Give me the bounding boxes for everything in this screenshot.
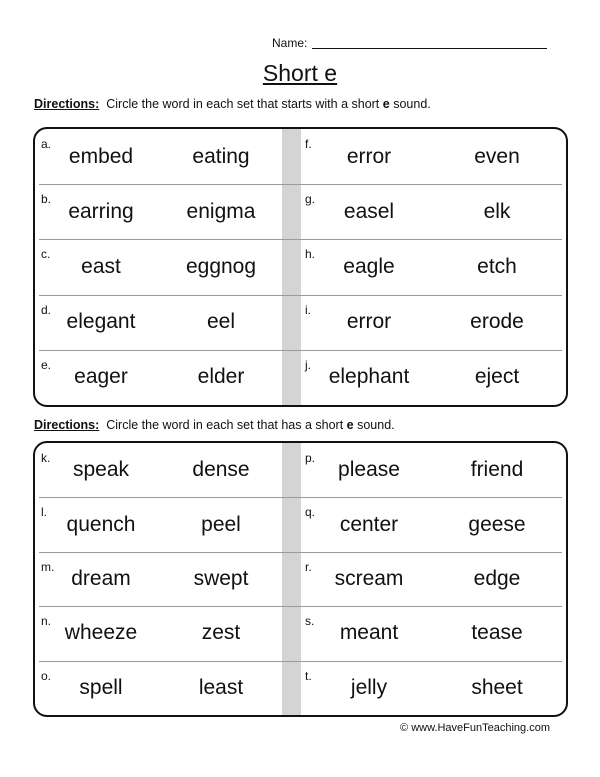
- word-row: [35, 184, 566, 239]
- word-set: [35, 661, 282, 715]
- word-option[interactable]: eagle: [343, 255, 395, 278]
- directions-end: sound.: [357, 418, 395, 432]
- word-option[interactable]: eject: [474, 365, 520, 389]
- word-row: [35, 606, 566, 660]
- item-letter: d.: [41, 302, 52, 317]
- item-letter: c.: [41, 247, 51, 262]
- item-letter: q.: [305, 505, 316, 520]
- word-option[interactable]: elk: [483, 199, 511, 223]
- item-letter: k.: [41, 451, 51, 465]
- word-option[interactable]: speak: [72, 458, 130, 482]
- item-letter: a.: [41, 137, 52, 151]
- word-set: [301, 661, 566, 715]
- item-letter: j.: [305, 357, 311, 372]
- word-option[interactable]: meant: [339, 621, 399, 645]
- word-set: [35, 497, 282, 551]
- word-option[interactable]: friend: [470, 458, 524, 482]
- item-letter: m.: [41, 559, 55, 574]
- word-set: [301, 350, 566, 405]
- word-option[interactable]: please: [338, 458, 400, 482]
- word-option[interactable]: wheeze: [64, 621, 138, 645]
- word-row: [35, 239, 566, 294]
- word-option[interactable]: eager: [74, 365, 128, 389]
- word-option[interactable]: eating: [192, 144, 250, 168]
- word-set: [35, 239, 282, 294]
- word-row: [35, 497, 566, 551]
- word-option[interactable]: eel: [206, 310, 236, 334]
- word-option[interactable]: error: [346, 310, 392, 334]
- word-set: [301, 239, 566, 294]
- word-option[interactable]: swept: [193, 567, 249, 591]
- name-blank-line[interactable]: [312, 48, 547, 49]
- word-set: [301, 552, 566, 606]
- word-set: [35, 184, 282, 239]
- word-option[interactable]: peel: [201, 512, 241, 536]
- word-option[interactable]: erode: [470, 310, 524, 334]
- item-letter: l.: [41, 505, 47, 520]
- directions-label: Directions:: [34, 97, 100, 111]
- word-option[interactable]: east: [81, 255, 121, 278]
- word-row: [35, 661, 566, 715]
- word-row: [35, 552, 566, 606]
- word-panel-2: [33, 441, 568, 717]
- word-row: [35, 129, 566, 184]
- word-option[interactable]: etch: [477, 255, 517, 278]
- word-rows-2: [35, 443, 566, 715]
- word-option[interactable]: earring: [68, 199, 134, 223]
- word-option[interactable]: error: [346, 144, 392, 168]
- item-letter: t.: [305, 668, 312, 683]
- directions-text: Circle the word in each set that starts with a short: [106, 97, 380, 111]
- item-letter: p.: [305, 451, 316, 465]
- directions-section-2: [34, 418, 395, 432]
- page-title: Short e: [262, 60, 338, 86]
- word-set: [35, 295, 282, 350]
- word-row: [35, 350, 566, 405]
- item-letter: f.: [305, 137, 312, 151]
- word-option[interactable]: tease: [471, 621, 523, 645]
- word-row: [35, 295, 566, 350]
- word-option[interactable]: scream: [334, 567, 404, 591]
- directions-end: sound.: [393, 97, 431, 111]
- word-set: [301, 497, 566, 551]
- word-option[interactable]: elder: [197, 365, 245, 389]
- word-option[interactable]: eggnog: [185, 255, 257, 278]
- word-set: [301, 129, 566, 184]
- directions-label: Directions:: [34, 418, 100, 432]
- name-label: Name:: [272, 36, 308, 50]
- item-letter: o.: [41, 668, 52, 683]
- word-set: [35, 443, 282, 497]
- word-option[interactable]: dream: [71, 567, 131, 591]
- word-set: [35, 350, 282, 405]
- item-letter: e.: [41, 357, 52, 372]
- name-field[interactable]: [272, 36, 307, 50]
- item-letter: r.: [305, 559, 312, 574]
- item-letter: i.: [305, 302, 311, 317]
- word-set: [301, 295, 566, 350]
- word-set: [301, 443, 566, 497]
- word-option[interactable]: geese: [468, 512, 526, 536]
- word-option[interactable]: edge: [473, 567, 521, 591]
- word-option[interactable]: elephant: [328, 365, 410, 389]
- word-option[interactable]: zest: [201, 621, 241, 645]
- item-letter: n.: [41, 614, 52, 629]
- item-letter: b.: [41, 192, 52, 207]
- word-set: [35, 606, 282, 660]
- word-option[interactable]: elegant: [66, 310, 136, 334]
- word-rows-1: [35, 129, 566, 405]
- word-option[interactable]: jelly: [350, 675, 388, 699]
- directions-bold-letter: e: [346, 418, 354, 432]
- word-option[interactable]: quench: [66, 512, 136, 536]
- word-set: [301, 184, 566, 239]
- item-letter: g.: [305, 192, 316, 207]
- word-set: [35, 552, 282, 606]
- directions-text: Circle the word in each set that has a short: [106, 418, 344, 432]
- word-panel-1: [33, 127, 568, 407]
- word-option[interactable]: enigma: [186, 199, 256, 223]
- word-option[interactable]: easel: [343, 199, 395, 223]
- directions-section-1: [34, 97, 431, 111]
- word-option[interactable]: least: [198, 675, 244, 699]
- word-row: [35, 443, 566, 497]
- word-set: [301, 606, 566, 660]
- word-option[interactable]: spell: [79, 675, 123, 699]
- directions-bold-letter: e: [382, 97, 390, 111]
- item-letter: h.: [305, 247, 316, 262]
- word-option[interactable]: sheet: [471, 675, 523, 699]
- word-option[interactable]: center: [339, 512, 399, 536]
- word-option[interactable]: even: [474, 144, 520, 168]
- word-option[interactable]: dense: [192, 458, 250, 482]
- copyright-footer: © www.HaveFunTeaching.com: [400, 722, 550, 734]
- word-option[interactable]: embed: [68, 144, 134, 168]
- word-set: [35, 129, 282, 184]
- item-letter: s.: [305, 614, 315, 629]
